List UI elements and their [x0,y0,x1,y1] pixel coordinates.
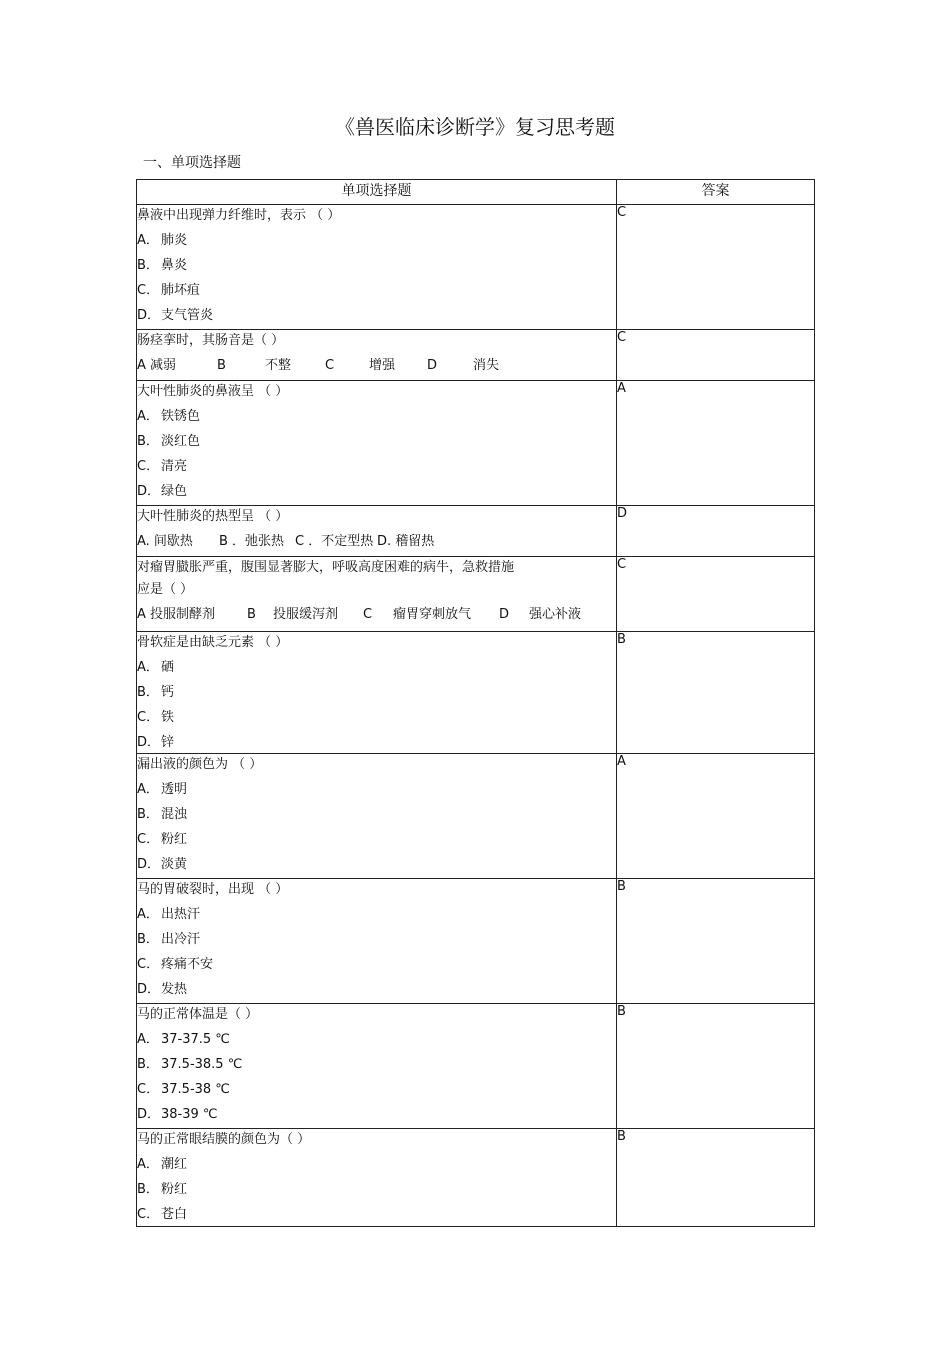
inline-option-text: B ．弛张热 [219,534,285,549]
option-label: A． [137,1157,159,1172]
inline-options [137,533,616,551]
inline-option-text: D [427,358,438,373]
inline-option-text: C [325,358,335,373]
option-text: 出冷汗 [161,932,201,947]
inline-option-text: 投服缓泻剂 [273,607,339,622]
question-cell [137,1004,617,1129]
answer-option [137,806,616,824]
option-text: 铁 [161,710,175,725]
answer-cell: C [617,330,815,381]
answer-option [137,1106,616,1124]
question-row [137,557,815,632]
option-label: A． [137,409,159,424]
inline-option-text: C [363,607,373,622]
option-text: 钙 [161,685,175,700]
option-text: 混浊 [161,807,188,822]
question-cell [137,381,617,506]
option-text: 鼻炎 [161,258,188,273]
answer-option [137,1206,616,1224]
option-text: 37.5-38 ℃ [161,1082,230,1097]
inline-option-text: B [247,607,256,622]
question-cell [137,330,617,381]
option-text: 粉红 [161,832,188,847]
answer-option [137,781,616,799]
option-label: C． [137,1207,160,1222]
answer-option [137,1081,616,1099]
answer-cell: B [617,1129,815,1227]
answer-cell: A [617,754,815,879]
question-row [137,879,815,1004]
question-stem: 鼻液中出现弹力纤维时，表示 （ ） [137,208,341,223]
option-label: A． [137,907,159,922]
document-title: 《兽医临床诊断学》复习思考题 [335,115,615,139]
question-stem: 马的胃破裂时，出现 （ ） [137,882,289,897]
answer-option [137,831,616,849]
question-row [137,330,815,381]
option-label: A． [137,233,159,248]
inline-option-text: 强心补液 [529,607,582,622]
option-text: 苍白 [161,1207,188,1222]
inline-option-text: D. 稽留热 [377,534,435,549]
option-text: 淡黄 [161,857,188,872]
option-label: C． [137,710,160,725]
option-label: B． [137,685,159,700]
inline-options [137,606,616,624]
answer-option [137,232,616,250]
header-question: 单项选择题 [137,180,617,205]
option-text: 37.5-38.5 ℃ [161,1057,243,1072]
answer-cell: B [617,879,815,1004]
question-row [137,506,815,557]
option-label: A． [137,1032,159,1047]
option-text: 肺坏疽 [161,283,201,298]
option-label: C． [137,1082,160,1097]
option-text: 绿色 [161,484,188,499]
answer-option [137,856,616,874]
option-text: 37-37.5 ℃ [161,1032,230,1047]
answer-option [137,709,616,727]
answer-option [137,981,616,999]
inline-option-text: D [499,607,510,622]
option-label: B． [137,807,159,822]
inline-option-text: 增强 [369,358,396,373]
answer-option [137,282,616,300]
answer-option [137,257,616,275]
option-label: C． [137,283,160,298]
option-label: D． [137,857,161,872]
option-label: C． [137,957,160,972]
question-stem: 应是（ ） [137,582,194,597]
answer-option [137,307,616,325]
option-label: A． [137,782,159,797]
answer-option [137,408,616,426]
option-text: 支气管炎 [161,308,214,323]
option-text: 潮红 [161,1157,188,1172]
question-cell [137,632,617,754]
answer-option [137,1156,616,1174]
question-stem: 骨软症是由缺乏元素 （ ） [137,635,289,650]
answer-option [137,931,616,949]
option-text: 粉红 [161,1182,188,1197]
inline-option-text: C ．不定型热 [295,534,374,549]
option-text: 肺炎 [161,233,188,248]
answer-cell: C [617,205,815,330]
question-row [137,632,815,754]
option-text: 淡红色 [161,434,201,449]
option-text: 锌 [161,735,175,750]
option-label: D． [137,982,161,997]
table-header-row [137,180,815,205]
option-label: D． [137,484,161,499]
question-body [137,205,815,1227]
option-text: 疼痛不安 [161,957,214,972]
inline-option-text: 瘤胃穿刺放气 [393,607,472,622]
option-text: 透明 [161,782,188,797]
question-stem: 马的正常体温是（ ） [137,1007,259,1022]
answer-option [137,1031,616,1049]
option-label: D． [137,735,161,750]
question-row [137,381,815,506]
option-label: B． [137,434,159,449]
question-cell [137,205,617,330]
question-stem: 大叶性肺炎的热型呈 （ ） [137,509,289,524]
question-cell [137,1129,617,1227]
inline-option-text: A. 间歇热 [137,534,193,549]
option-text: 发热 [161,982,188,997]
inline-option-text: B [217,358,226,373]
answer-option [137,659,616,677]
answer-option [137,433,616,451]
question-row [137,1004,815,1129]
answer-cell: B [617,632,815,754]
option-text: 清亮 [161,459,188,474]
inline-option-text: 消失 [473,358,500,373]
inline-option-text: A 投服制酵剂 [137,607,216,622]
answer-option [137,684,616,702]
question-cell [137,754,617,879]
question-row [137,1129,815,1227]
question-stem: 肠痉挛时，其肠音是（ ） [137,333,285,348]
question-cell [137,557,617,632]
question-cell [137,506,617,557]
question-stem: 马的正常眼结膜的颜色为（ ） [137,1132,311,1147]
option-text: 铁锈色 [161,409,201,424]
section-heading: 一、单项选择题 [143,155,241,171]
answer-option [137,483,616,501]
answer-option [137,1056,616,1074]
answer-option [137,458,616,476]
inline-option-text: 不整 [265,358,292,373]
option-text: 出热汗 [161,907,201,922]
answer-cell: B [617,1004,815,1129]
option-label: B． [137,1057,159,1072]
option-label: B． [137,932,159,947]
question-row [137,205,815,330]
answer-option [137,734,616,752]
option-text: 38-39 ℃ [161,1107,218,1122]
question-cell [137,879,617,1004]
answer-option [137,1181,616,1199]
option-label: A． [137,660,159,675]
option-label: D． [137,1107,161,1122]
question-stem: 漏出液的颜色为 （ ） [137,757,263,772]
option-text: 硒 [161,660,175,675]
option-label: D． [137,308,161,323]
inline-options [137,357,616,375]
answer-option [137,906,616,924]
option-label: B． [137,1182,159,1197]
option-label: C． [137,459,160,474]
question-stem: 对瘤胃臌胀严重，腹围显著膨大，呼吸高度困难的病牛，急救措施 [137,560,515,575]
answer-option [137,956,616,974]
inline-option-text: A 减弱 [137,358,177,373]
question-stem: 大叶性肺炎的鼻液呈 （ ） [137,384,289,399]
header-answer: 答案 [617,180,815,205]
option-label: B． [137,258,159,273]
answer-cell: D [617,506,815,557]
option-label: C． [137,832,160,847]
answer-cell: C [617,557,815,632]
answer-cell: A [617,381,815,506]
question-table [136,179,815,1227]
question-row [137,754,815,879]
